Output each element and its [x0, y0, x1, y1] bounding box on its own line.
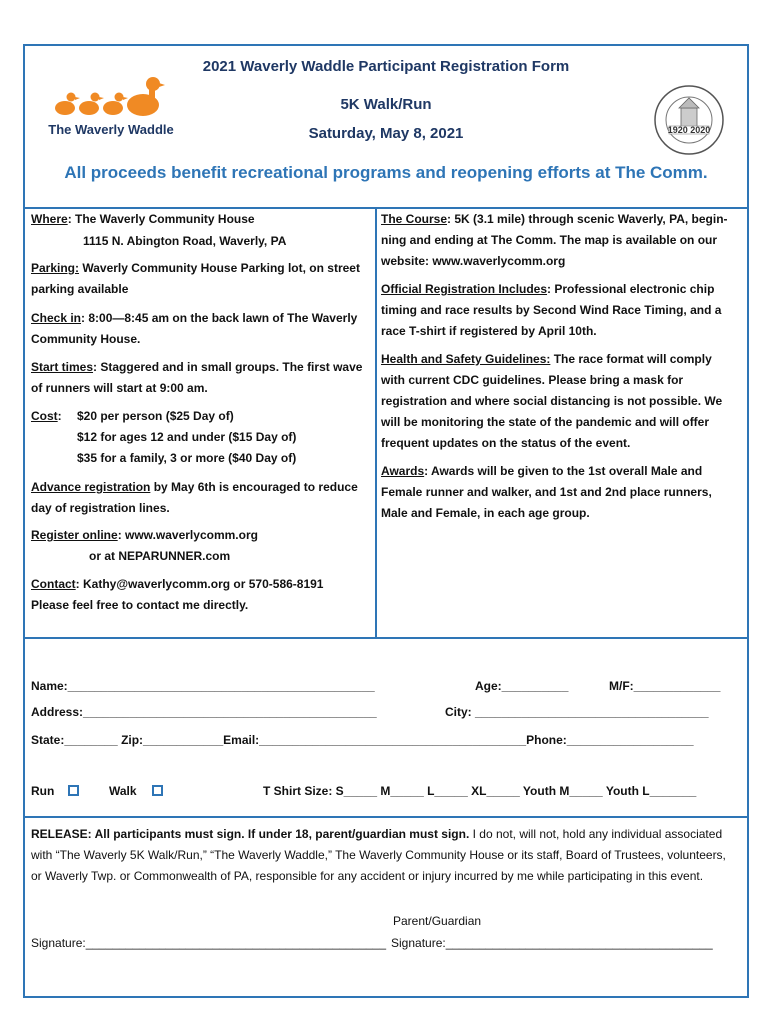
- cost-colon: :: [57, 409, 62, 423]
- seal-years: 1920 2020: [667, 125, 711, 135]
- form-title: 2021 Waverly Waddle Participant Registration Form: [202, 58, 570, 75]
- advance-line-2: day of registration lines.: [31, 501, 170, 515]
- where-address: 1115 N. Abington Road, Waverly, PA: [83, 234, 287, 248]
- advance-label: Advance registration: [31, 480, 151, 494]
- release-heading: RELEASE: All participants must sign. If under 18, parent/guardian must sign.: [31, 827, 470, 841]
- awards-line: [381, 461, 702, 482]
- awards-line-3: Male and Female, in each age group.: [381, 506, 590, 520]
- health-line-3: registration and where social distancing is not possible. We: [381, 394, 723, 408]
- start-times-value: : Staggered and in small groups. The first wave: [93, 360, 363, 374]
- run-label: Run: [31, 784, 55, 798]
- advance-value: by May 6th is encouraged to reduce: [150, 480, 358, 494]
- parent-guardian-label: Parent/Guardian: [393, 914, 482, 928]
- age-field[interactable]: Age:__________: [475, 679, 569, 693]
- state-zip-email-phone-field[interactable]: State:________ Zip:____________Email:________________________________________Phone:___________________: [31, 733, 694, 747]
- participant-fields: [25, 639, 747, 809]
- release-section: [25, 816, 747, 996]
- info-right-column: [375, 209, 745, 637]
- walk-option[interactable]: [109, 784, 163, 798]
- advance-line: [31, 477, 358, 498]
- cost-item: $12 for ages 12 and under ($15 Day of): [77, 430, 297, 444]
- parking-label: Parking:: [31, 261, 80, 275]
- logo-text: The Waverly Waddle: [48, 122, 174, 137]
- register-line-2: or at NEPARUNNER.com: [89, 549, 231, 563]
- release-text: [31, 824, 736, 887]
- register-value: : www.waverlycomm.org: [117, 528, 258, 542]
- checkin-line-2: Community House.: [31, 332, 141, 346]
- health-line-4: will be monitoring the state of the pandemic and will offer: [381, 415, 710, 429]
- contact-line-2: Please feel free to contact me directly.: [31, 598, 249, 612]
- where-label: Where: [31, 212, 68, 226]
- parking-line-2: parking available: [31, 282, 129, 296]
- course-line: [381, 209, 728, 230]
- health-line-2: with current CDC guidelines. Please bring a mask for: [381, 373, 684, 387]
- contact-value: : Kathy@waverlycomm.org or 570-586-8191: [75, 577, 324, 591]
- awards-label: Awards: [381, 464, 425, 478]
- guardian-signature-field[interactable]: Signature:________________________________________: [391, 936, 713, 950]
- community-house-seal: [653, 84, 725, 156]
- contact-line: [31, 574, 323, 595]
- official-line: [381, 279, 714, 300]
- register-label: Register online: [31, 528, 118, 542]
- register-line: [31, 525, 258, 546]
- event-date: Saturday, May 8, 2021: [308, 125, 464, 142]
- start-times-line-2: of runners will start at 9:00 am.: [31, 381, 208, 395]
- cost-item: $20 per person ($25 Day of): [77, 409, 234, 423]
- city-field[interactable]: City: ___________________________________: [445, 705, 709, 719]
- where-value: : The Waverly Community House: [67, 212, 255, 226]
- start-times-line: [31, 357, 362, 378]
- health-line-5: frequent updates on the status of the event.: [381, 436, 631, 450]
- run-option[interactable]: [31, 784, 79, 798]
- checkin-value: : 8:00—8:45 am on the back lawn of The Waverly: [81, 311, 358, 325]
- where-line: [31, 209, 255, 230]
- course-line-2: ning and ending at The Comm. The map is available on our: [381, 233, 718, 247]
- health-line: [381, 349, 712, 370]
- release-body: I do not, will not, hold any individual associated with “The Waverly 5K Walk/Run,” “The Waverly Waddle,” The Waverly Community House or its staff, Board of Trustees, volunteers, or Waverly Twp. or Commonwealth of PA, responsible for any accident or injury incurred by me while participating in this event.: [31, 827, 726, 883]
- run-checkbox[interactable]: [68, 785, 79, 796]
- name-field[interactable]: Name:______________________________________________: [31, 679, 375, 693]
- course-line-3: website: www.waverlycomm.org: [381, 254, 566, 268]
- official-line-3: race T-shirt if registered by April 10th.: [381, 324, 597, 338]
- walk-checkbox[interactable]: [152, 785, 163, 796]
- contact-label: Contact: [31, 577, 76, 591]
- parking-line: [31, 258, 360, 279]
- start-times-label: Start times: [31, 360, 94, 374]
- walk-label: Walk: [109, 784, 137, 798]
- checkin-label: Check in: [31, 311, 82, 325]
- parking-value: Waverly Community House Parking lot, on street: [79, 261, 360, 275]
- cost-line: [31, 406, 62, 427]
- course-value: : 5K (3.1 mile) through scenic Waverly, PA, begin-: [447, 212, 728, 226]
- official-value: : Professional electronic chip: [547, 282, 715, 296]
- cost-item: $35 for a family, 3 or more ($40 Day of): [77, 451, 297, 465]
- official-label: Official Registration Includes: [381, 282, 548, 296]
- proceeds-statement: All proceeds benefit recreational programs and reopening efforts at The Comm.: [64, 163, 708, 182]
- participant-signature-field[interactable]: Signature:_____________________________________________: [31, 936, 387, 950]
- tshirt-size-field[interactable]: T Shirt Size: S_____ M_____ L_____ XL_____ Youth M_____ Youth L_______: [263, 784, 697, 798]
- header: [25, 46, 747, 206]
- course-label: The Course: [381, 212, 448, 226]
- checkin-line: [31, 308, 357, 329]
- event-info-section: [25, 207, 747, 639]
- form-frame: [23, 44, 749, 998]
- awards-line-2: Female runner and walker, and 1st and 2nd place runners,: [381, 485, 712, 499]
- mf-field[interactable]: M/F:_____________: [609, 679, 721, 693]
- event-subtitle: 5K Walk/Run: [340, 96, 432, 113]
- health-label: Health and Safety Guidelines:: [381, 352, 551, 366]
- info-left-column: [31, 209, 373, 637]
- awards-value: : Awards will be given to the 1st overall Male and: [424, 464, 703, 478]
- official-line-2: timing and race results by Second Wind Race Timing, and a: [381, 303, 722, 317]
- health-value: The race format will comply: [550, 352, 712, 366]
- address-field[interactable]: Address:____________________________________________: [31, 705, 377, 719]
- cost-label: Cost: [31, 409, 58, 423]
